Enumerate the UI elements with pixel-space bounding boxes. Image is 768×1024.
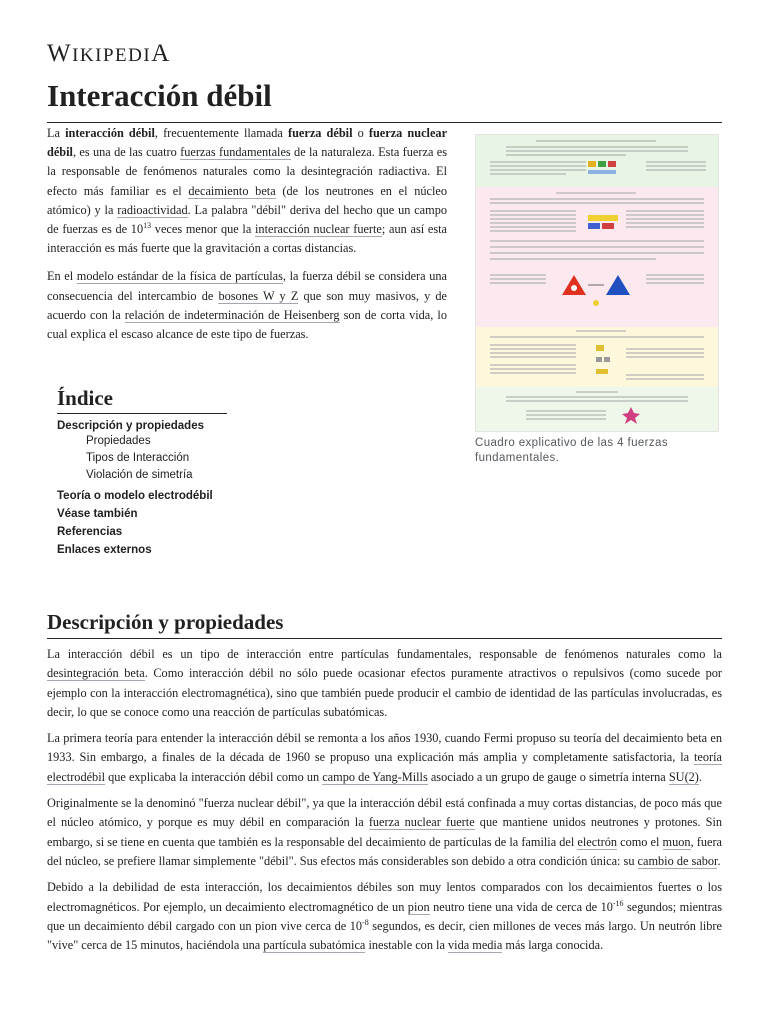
section-heading: Descripción y propiedades — [47, 607, 722, 639]
toc-title: Índice — [57, 386, 227, 414]
toc-subitem[interactable]: Violación de simetría — [86, 469, 193, 481]
link-cambio-de-sabor[interactable]: cambio de sabor — [637, 853, 718, 868]
link-teoria-electrodebil[interactable]: teoría electrodébil — [47, 750, 722, 784]
wordmark-letter-w: W — [47, 40, 73, 67]
toc-item-referencias[interactable]: Referencias — [57, 526, 123, 538]
link-campo-yang-mills[interactable]: campo de Yang-Mills — [322, 769, 428, 784]
infobox-figure — [475, 134, 717, 466]
section-paragraph-1: La interacción débil es un tipo de interacción entre partículas fundamentales, responsable de fenómenos naturales como la desintegración beta. Como interacción débil no sólo puede ocasionar efectos puramente atractivos o repulsivos (como sucede por ejemplo con la interacción electromagnética), sino que también puede producir el cambio de identidad de las partículas involucradas, es decir, lo que se conoce como una reacción de partículas subatómicas. — [47, 647, 722, 719]
link-particula-subatomica[interactable]: partícula subatómica — [263, 938, 366, 953]
toc-subitem[interactable]: Tipos de Interacción — [86, 452, 190, 464]
page-title: Interacción débil — [47, 74, 722, 123]
section-body — [47, 645, 722, 962]
section-paragraph-3: Originalmente se la denominó "fuerza nuclear débil", ya que la interacción débil está confinada a muy cortas distancias, de poco más que el núcleo atómico, y porque es muy débil en comparación la fuerza nuclear fuerte que mantiene unidos neutrones y protones. Sin embargo, si se tiene en cuenta que también es la responsable del decaimiento de partículas de la familia del electrón como el muon, fuera del núcleo, se prefiere llamar simplemente "débil". Sus efectos más considerables son debido a otra condición única: su cambio de sabor. — [47, 796, 723, 868]
link-fuerza-nuclear-fuerte[interactable]: fuerza nuclear fuerte — [368, 815, 475, 830]
lead-section — [47, 124, 447, 353]
link-decaimiento-beta[interactable]: decaimiento beta — [188, 183, 276, 198]
link-su2[interactable]: SU(2) — [668, 769, 699, 784]
lead-paragraph-2: En el modelo estándar de la física de partículas, la fuerza débil se considera una consecuencia del intercambio de bosones W y Z que son muy masivos, y de acuerdo con la relación de indeterminación de Heisenberg son de corta vida, lo cual explica el escaso alcance de este tipo de fuerzas. — [47, 269, 448, 342]
table-of-contents — [57, 386, 357, 562]
figure-caption: Cuadro explicativo de las 4 fuerzas fundamentales. — [475, 437, 668, 464]
toc-item-teoria[interactable]: Teoría o modelo electrodébil — [57, 490, 213, 502]
link-bosones-w-z[interactable]: bosones W y Z — [218, 288, 299, 303]
exponent: 13 — [143, 220, 152, 230]
toc-link[interactable]: Descripción y propiedades — [57, 420, 204, 432]
exponent: -16 — [612, 898, 624, 908]
link-muon[interactable]: muon — [662, 834, 691, 849]
link-fuerzas-fundamentales[interactable]: fuerzas fundamentales — [180, 145, 291, 160]
link-radioactividad[interactable]: radioactividad — [117, 202, 188, 217]
bold-term: fuerza nuclear débil — [47, 126, 448, 160]
toc-item-vease[interactable]: Véase también — [57, 508, 138, 520]
lead-paragraph-1: La interacción débil, frecuentemente llamada fuerza débil o fuerza nuclear débil, es una de las cuatro fuerzas fundamentales de la naturaleza. Esta fuerza es la responsable de fenómenos naturales como la desintegración radiactiva. El efecto más familiar es el decaimiento beta (de los neutrones en el núcleo atómico) y la radioactividad. La palabra "débil" deriva del hecho que un campo de fuerzas es de $10^{13}$ veces menor que la interacción nuclear fuerte; aun así esta interacción es más fuerte que la gravitación a cortas distancias. — [47, 126, 448, 256]
link-interaccion-nuclear-fuerte[interactable]: interacción nuclear fuerte — [255, 222, 382, 237]
link-desintegracion-beta[interactable]: desintegración beta — [47, 666, 145, 681]
exponent: -8 — [362, 917, 369, 927]
four-forces-diagram-image[interactable] — [475, 134, 719, 432]
link-pion[interactable]: pion — [407, 899, 430, 914]
four-forces-diagram — [476, 135, 718, 431]
wikipedia-wordmark[interactable] — [47, 40, 171, 68]
toc-list — [57, 420, 357, 556]
bold-term: fuerza débil — [287, 126, 353, 140]
section-paragraph-4: Debido a la debilidad de esta interacción, los decaimientos débiles son muy lentos comparados con los decaimientos fuertes o los electromagnéticos. Por ejemplo, un decaimiento electromagnético de un pion neutro tiene una vida de cerca de $10^{-16}$ segundos; mientras que un decaimiento débil cargado con un pion vive cerca de $10^{-8}$ segundos, es decir, cien millones de veces más largo. Un neutrón libre "vive" cerca de 15 minutos, haciéndola una partícula subatómica inestable con la vida media más larga conocida. — [47, 880, 722, 953]
toc-subitem[interactable]: Propiedades — [86, 435, 151, 447]
toc-sublist — [57, 433, 357, 484]
toc-item-descripcion — [57, 420, 357, 484]
link-vida-media[interactable]: vida media — [448, 938, 503, 953]
toc-item-enlaces[interactable]: Enlaces externos — [57, 544, 152, 556]
wordmark-letter-a: A — [151, 40, 171, 67]
link-relacion-heisenberg[interactable]: relación de indeterminación de Heisenberg — [124, 307, 340, 322]
link-electron[interactable]: electrón — [577, 834, 618, 849]
bold-term: interacción débil — [65, 126, 155, 140]
wordmark-letters: IKIPEDI — [72, 45, 152, 66]
link-modelo-estandar[interactable]: modelo estándar de la física de partículas — [76, 269, 283, 284]
section-paragraph-2: La primera teoría para entender la interacción débil se remonta a los años 1930, cuando Fermi propuso su teoría del decaimiento beta en 1933. Sin embargo, a finales de la década de 1960 se propuso una explicación más amplia y completamente satisfactoria, la teoría electrodébil que explicaba la interacción débil como un campo de Yang-Mills asociado a un grupo de gauge o simetría interna SU(2). — [47, 731, 722, 784]
